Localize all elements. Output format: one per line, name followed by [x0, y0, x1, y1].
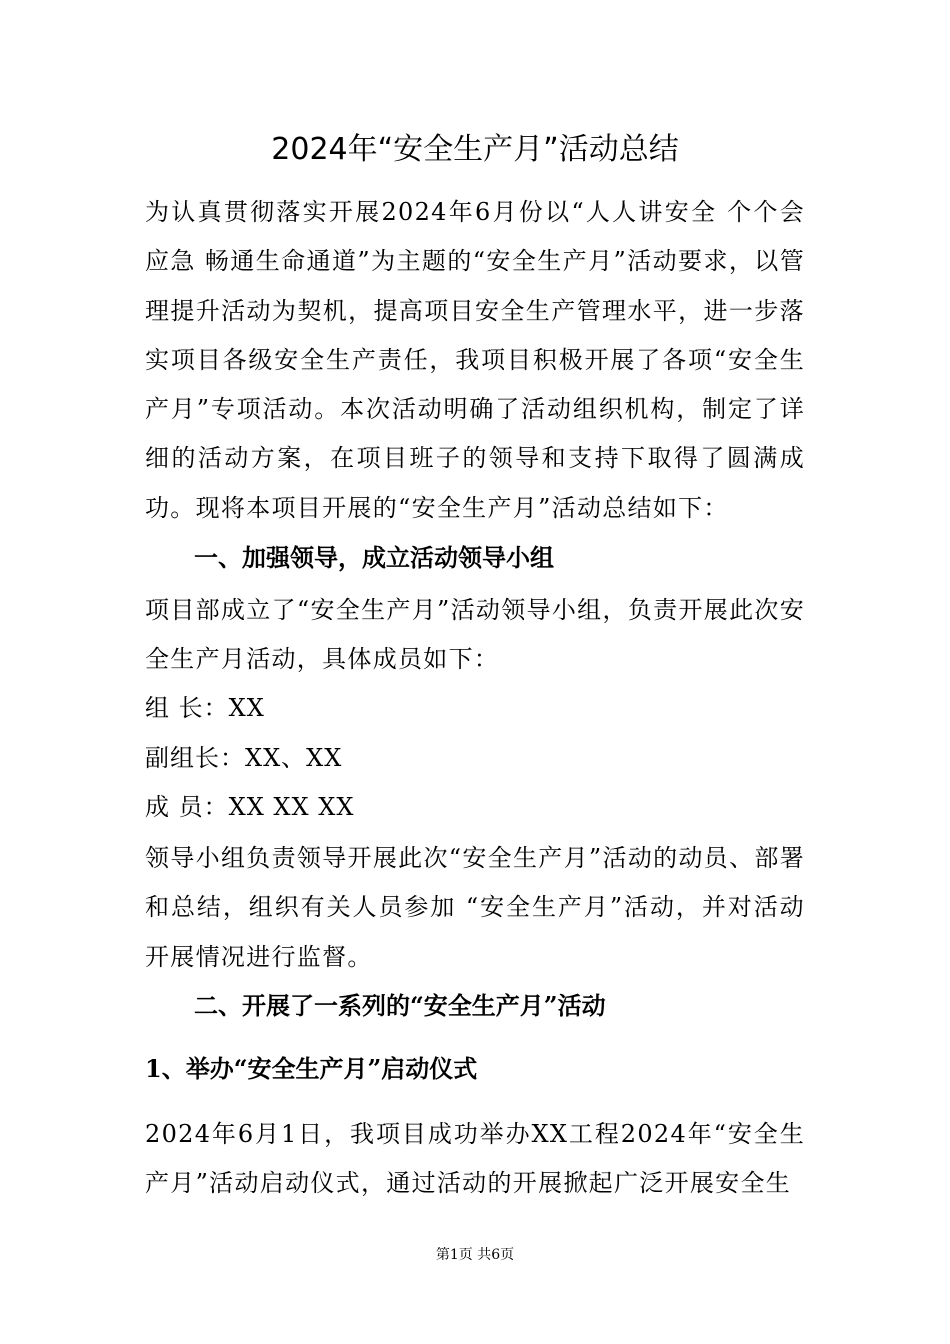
- leader-line: 组 长：XX: [145, 694, 265, 722]
- subsection-1-heading: 1、举办“安全生产月”启动仪式: [145, 1054, 478, 1083]
- intro-paragraph: 为认真贯彻落实开展2024年6月份以“人人讲安全 个个会应急 畅通生命通道”为主题的“安全生产月”活动要求，以管理提升活动为契机，提高项目安全生产管理水平，进一步落实项目各级安全生产责任，我项目积极开展了各项“安全生产月”专项活动。本次活动明确了活动组织机构，制定了详细的活动方案，在项目班子的领导和支持下取得了圆满成功。现将本项目开展的“安全生产月”活动总结如下：: [145, 198, 805, 522]
- document-title: 2024年“安全生产月”活动总结: [271, 132, 679, 167]
- deputy-leader-line: 副组长：XX、XX: [145, 744, 343, 772]
- section-1-heading: 一、加强领导，成立活动领导小组: [194, 543, 554, 572]
- duty-paragraph: 领导小组负责领导开展此次“安全生产月”活动的动员、部署和总结，组织有关人员参加 “安全生产月”活动，并对活动开展情况进行监督。: [145, 844, 805, 971]
- members-line: 成 员：XX XX XX: [145, 793, 355, 821]
- page-number-footer: 第1页 共6页: [435, 1247, 515, 1263]
- subsection-1-paragraph: 2024年6月1日，我项目成功举办XX工程2024年“安全生产月”活动启动仪式，通过活动的开展掀起广泛开展安全生: [145, 1120, 805, 1198]
- section-1-paragraph: 项目部成立了“安全生产月”活动领导小组，负责开展此次安全生产月活动，具体成员如下：: [145, 596, 805, 674]
- section-2-heading: 二、开展了一系列的“安全生产月”活动: [194, 991, 606, 1020]
